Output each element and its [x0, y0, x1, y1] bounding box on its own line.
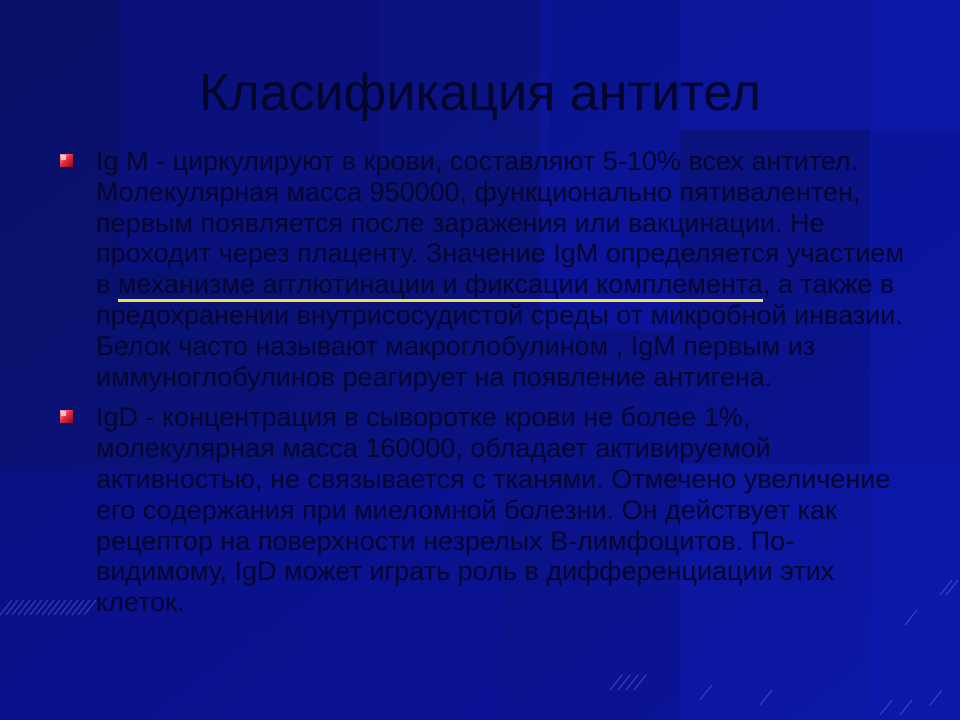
bullet-text-continued: , а также в предохранении внутрисосудистой среды от микробной инвазии. Белок часто называют макроглобулином , IgM первым из иммуноглобулинов реагирует на появление антигена. [96, 269, 903, 392]
bullet-text: Ig M - циркулируют в крови, составляют 5-10% всех антител. Молекулярная масса 950000, функционально пятивалентен, первым появляется после заражения или вакцинации. Не проходит через плаценту. Значение IgM определяется участием в [96, 146, 905, 300]
bullet-list [56, 146, 916, 628]
square-bullet-icon [60, 410, 73, 423]
bullet-igm [56, 146, 916, 392]
bullet-text: IgD - концентрация в сыворотке крови не более 1%, молекулярная масса 160000, обладает активируемой активностью, не связывается с тканями. Отмечено увеличение его содержания при миеломной болезни. Он действует как рецептор на поверхности незрелых В-лимфоцитов. По-видимому, IgD может играть роль в дифференциации этих клеток. [96, 402, 891, 618]
slide-title: Класификация антител [199, 64, 761, 122]
underlined-phrase: механизме агглютинации и фиксации комплемента [118, 269, 763, 302]
bullet-igd [56, 402, 916, 618]
square-bullet-icon [60, 154, 73, 167]
